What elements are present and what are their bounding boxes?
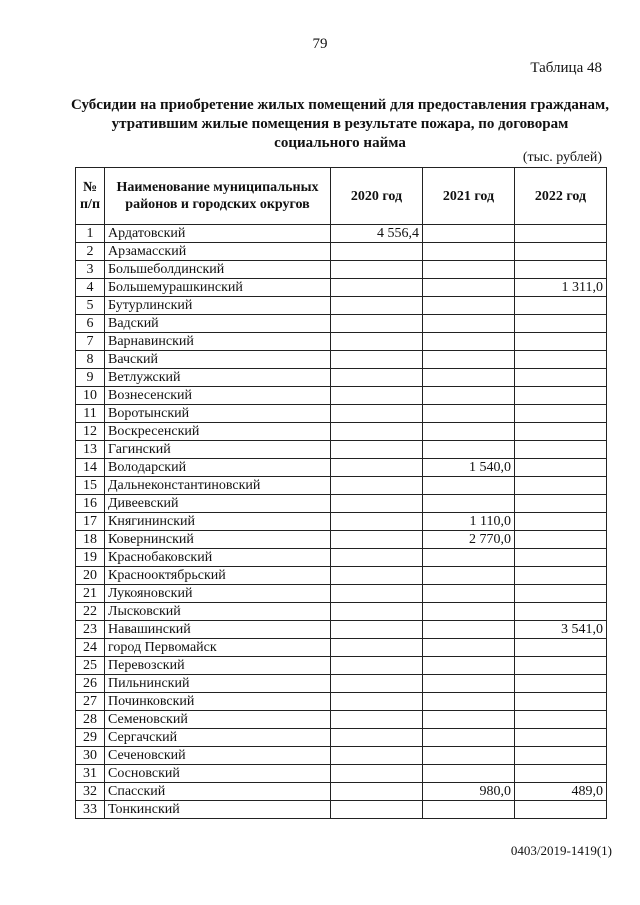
table-row (76, 351, 607, 369)
value-2020 (331, 729, 423, 747)
value-2020 (331, 765, 423, 783)
row-number: 1 (76, 225, 105, 243)
value-2021 (423, 261, 515, 279)
row-number: 26 (76, 675, 105, 693)
district-name: Гагинский (105, 441, 331, 459)
value-2020 (331, 801, 423, 819)
row-number: 6 (76, 315, 105, 333)
value-2022 (515, 369, 607, 387)
table-row (76, 621, 607, 639)
row-number: 16 (76, 495, 105, 513)
value-2021 (423, 567, 515, 585)
district-name: Дальнеконстантиновский (105, 477, 331, 495)
value-2021 (423, 333, 515, 351)
value-2022 (515, 387, 607, 405)
district-name: Большеболдинский (105, 261, 331, 279)
row-number: 3 (76, 261, 105, 279)
document-title: Субсидии на приобретение жилых помещений для предоставления гражданам, утратившим жилые помещения в результате пожара, по договорам социального найма (70, 97, 609, 151)
district-name: Княгининский (105, 513, 331, 531)
row-number: 14 (76, 459, 105, 477)
value-2021: 1 540,0 (423, 459, 515, 477)
value-2021 (423, 315, 515, 333)
table-row (76, 405, 607, 423)
table-header-row (76, 168, 607, 225)
table-row (76, 495, 607, 513)
value-2020 (331, 459, 423, 477)
value-2021 (423, 675, 515, 693)
value-2020 (331, 351, 423, 369)
value-2020: 4 556,4 (331, 225, 423, 243)
value-2022 (515, 495, 607, 513)
district-name: Ковернинский (105, 531, 331, 549)
value-2021 (423, 639, 515, 657)
header-2020: 2020 год (331, 168, 423, 225)
district-name: Вадский (105, 315, 331, 333)
value-2022 (515, 729, 607, 747)
district-name: Ардатовский (105, 225, 331, 243)
value-2020 (331, 603, 423, 621)
row-number: 13 (76, 441, 105, 459)
row-number: 28 (76, 711, 105, 729)
table-row (76, 423, 607, 441)
district-name: Воскресенский (105, 423, 331, 441)
row-number: 19 (76, 549, 105, 567)
value-2022 (515, 261, 607, 279)
value-2022: 1 311,0 (515, 279, 607, 297)
table-row (76, 567, 607, 585)
district-name: Ветлужский (105, 369, 331, 387)
row-number: 7 (76, 333, 105, 351)
table-row (76, 297, 607, 315)
table-row (76, 441, 607, 459)
value-2022 (515, 801, 607, 819)
district-name: Воротынский (105, 405, 331, 423)
table-row (76, 477, 607, 495)
district-name: Навашинский (105, 621, 331, 639)
row-number: 9 (76, 369, 105, 387)
header-2022: 2022 год (515, 168, 607, 225)
value-2020 (331, 693, 423, 711)
value-2022 (515, 711, 607, 729)
district-name: Починковский (105, 693, 331, 711)
table-row (76, 531, 607, 549)
table-row (76, 675, 607, 693)
row-number: 2 (76, 243, 105, 261)
value-2021: 2 770,0 (423, 531, 515, 549)
row-number: 20 (76, 567, 105, 585)
district-name: Сергачский (105, 729, 331, 747)
value-2022 (515, 315, 607, 333)
value-2021 (423, 423, 515, 441)
row-number: 22 (76, 603, 105, 621)
value-2022 (515, 333, 607, 351)
table-row (76, 585, 607, 603)
value-2022 (515, 549, 607, 567)
value-2021 (423, 387, 515, 405)
row-number: 8 (76, 351, 105, 369)
row-number: 18 (76, 531, 105, 549)
table-row (76, 711, 607, 729)
row-number: 12 (76, 423, 105, 441)
value-2020 (331, 585, 423, 603)
value-2021 (423, 279, 515, 297)
table-row (76, 639, 607, 657)
value-2021 (423, 297, 515, 315)
district-name: Бутурлинский (105, 297, 331, 315)
subsidy-table (75, 167, 607, 819)
value-2020 (331, 315, 423, 333)
value-2020 (331, 513, 423, 531)
row-number: 27 (76, 693, 105, 711)
table-row (76, 657, 607, 675)
table-row (76, 801, 607, 819)
value-2022 (515, 225, 607, 243)
value-2020 (331, 711, 423, 729)
value-2020 (331, 639, 423, 657)
table-row (76, 243, 607, 261)
value-2022: 3 541,0 (515, 621, 607, 639)
value-2020 (331, 441, 423, 459)
table-row (76, 729, 607, 747)
value-2021: 1 110,0 (423, 513, 515, 531)
value-2020 (331, 477, 423, 495)
value-2020 (331, 531, 423, 549)
value-2021 (423, 441, 515, 459)
table-row (76, 603, 607, 621)
value-2021 (423, 747, 515, 765)
table-row (76, 369, 607, 387)
value-2021 (423, 351, 515, 369)
value-2021 (423, 711, 515, 729)
district-name: Спасский (105, 783, 331, 801)
value-2021 (423, 729, 515, 747)
table-row (76, 459, 607, 477)
value-2021: 980,0 (423, 783, 515, 801)
value-2020 (331, 333, 423, 351)
row-number: 17 (76, 513, 105, 531)
district-name: Сосновский (105, 765, 331, 783)
value-2022 (515, 441, 607, 459)
value-2021 (423, 585, 515, 603)
document-code: 0403/2019-1419(1) (510, 843, 612, 858)
value-2022 (515, 567, 607, 585)
district-name: Арзамасский (105, 243, 331, 261)
value-2020 (331, 657, 423, 675)
row-number: 25 (76, 657, 105, 675)
value-2022 (515, 243, 607, 261)
value-2021 (423, 621, 515, 639)
district-name: Сеченовский (105, 747, 331, 765)
value-2021 (423, 405, 515, 423)
table-row (76, 783, 607, 801)
value-2020 (331, 783, 423, 801)
district-name: Пильнинский (105, 675, 331, 693)
value-2022 (515, 423, 607, 441)
value-2020 (331, 567, 423, 585)
district-name: Семеновский (105, 711, 331, 729)
row-number: 11 (76, 405, 105, 423)
district-name: Вачский (105, 351, 331, 369)
table-row (76, 693, 607, 711)
value-2020 (331, 423, 423, 441)
value-2021 (423, 495, 515, 513)
district-name: Большемурашкинский (105, 279, 331, 297)
row-number: 4 (76, 279, 105, 297)
table-row (76, 315, 607, 333)
district-name: Вознесенский (105, 387, 331, 405)
table-row (76, 261, 607, 279)
value-2020 (331, 675, 423, 693)
value-2020 (331, 279, 423, 297)
district-name: Варнавинский (105, 333, 331, 351)
table-row (76, 549, 607, 567)
value-2022 (515, 585, 607, 603)
row-number: 24 (76, 639, 105, 657)
units-label: (тыс. рублей) (522, 150, 602, 165)
table-row (76, 513, 607, 531)
district-name: Володарский (105, 459, 331, 477)
district-name: Краснооктябрьский (105, 567, 331, 585)
value-2022 (515, 351, 607, 369)
district-name: город Первомайск (105, 639, 331, 657)
value-2022 (515, 531, 607, 549)
district-name: Дивеевский (105, 495, 331, 513)
value-2020 (331, 297, 423, 315)
value-2020 (331, 261, 423, 279)
value-2021 (423, 657, 515, 675)
value-2022 (515, 639, 607, 657)
row-number: 31 (76, 765, 105, 783)
value-2020 (331, 495, 423, 513)
value-2021 (423, 225, 515, 243)
value-2022 (515, 513, 607, 531)
row-number: 33 (76, 801, 105, 819)
district-name: Перевозский (105, 657, 331, 675)
row-number: 15 (76, 477, 105, 495)
row-number: 23 (76, 621, 105, 639)
value-2022: 489,0 (515, 783, 607, 801)
value-2022 (515, 603, 607, 621)
row-number: 5 (76, 297, 105, 315)
table-label: Таблица 48 (530, 60, 602, 76)
header-name: Наименование муниципальных районов и городских округов (105, 168, 331, 225)
table-body (76, 225, 607, 819)
district-name: Лысковский (105, 603, 331, 621)
value-2020 (331, 747, 423, 765)
value-2021 (423, 693, 515, 711)
value-2022 (515, 405, 607, 423)
header-number: № п/п (76, 168, 105, 225)
value-2020 (331, 405, 423, 423)
table-row (76, 333, 607, 351)
value-2020 (331, 387, 423, 405)
value-2022 (515, 459, 607, 477)
value-2022 (515, 747, 607, 765)
value-2022 (515, 477, 607, 495)
value-2021 (423, 603, 515, 621)
table-row (76, 225, 607, 243)
row-number: 29 (76, 729, 105, 747)
value-2022 (515, 765, 607, 783)
value-2021 (423, 801, 515, 819)
table-row (76, 279, 607, 297)
row-number: 32 (76, 783, 105, 801)
value-2020 (331, 549, 423, 567)
value-2021 (423, 549, 515, 567)
value-2021 (423, 477, 515, 495)
table-row (76, 765, 607, 783)
value-2022 (515, 657, 607, 675)
row-number: 30 (76, 747, 105, 765)
district-name: Тонкинский (105, 801, 331, 819)
value-2020 (331, 621, 423, 639)
district-name: Краснобаковский (105, 549, 331, 567)
table-row (76, 747, 607, 765)
value-2020 (331, 243, 423, 261)
row-number: 10 (76, 387, 105, 405)
value-2022 (515, 675, 607, 693)
header-2021: 2021 год (423, 168, 515, 225)
district-name: Лукояновский (105, 585, 331, 603)
value-2020 (331, 369, 423, 387)
value-2022 (515, 297, 607, 315)
value-2021 (423, 765, 515, 783)
page-number: 79 (312, 36, 328, 52)
value-2022 (515, 693, 607, 711)
table-row (76, 387, 607, 405)
value-2021 (423, 243, 515, 261)
row-number: 21 (76, 585, 105, 603)
value-2021 (423, 369, 515, 387)
